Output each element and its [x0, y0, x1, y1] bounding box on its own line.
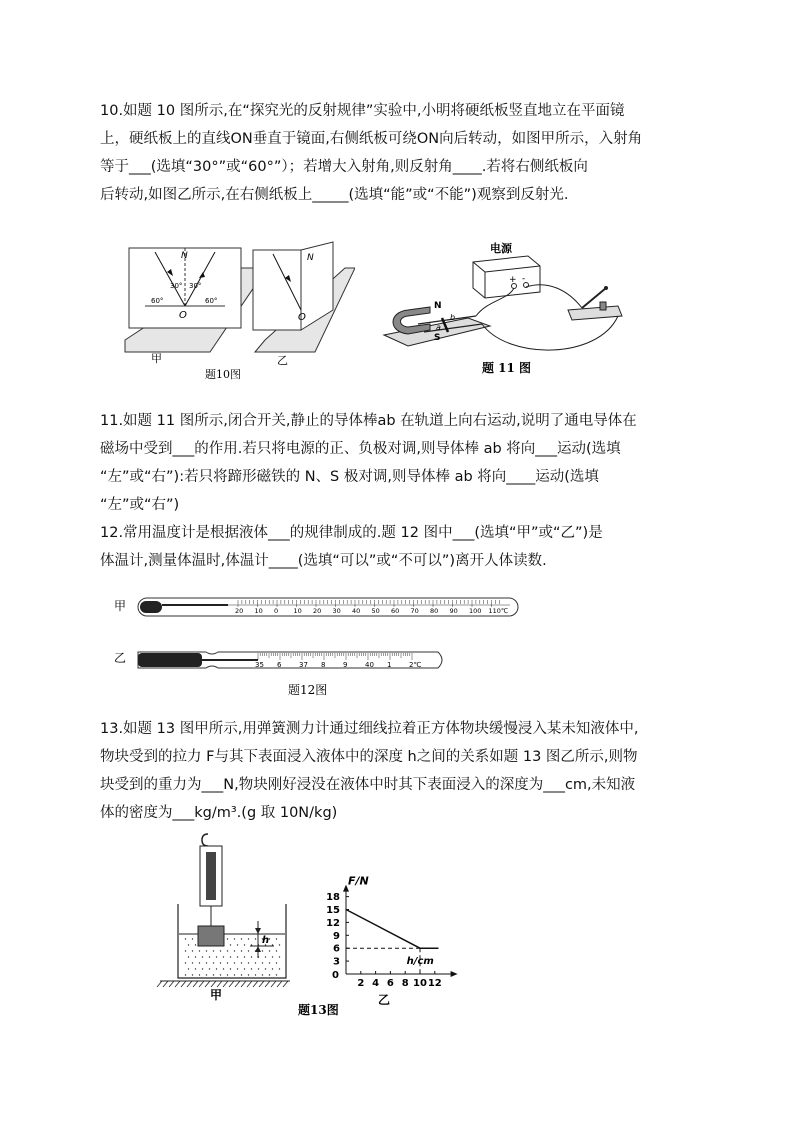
hatch-line — [253, 981, 258, 987]
liquid-dot — [237, 968, 238, 969]
cube-block — [198, 926, 224, 946]
liquid-dot — [188, 956, 189, 957]
liquid-dot — [262, 950, 263, 951]
liquid-dot — [272, 944, 273, 945]
scale-label: 40 — [352, 607, 361, 615]
y-tick-label: 6 — [333, 943, 340, 955]
liquid-dot — [265, 956, 266, 957]
q13-line: 物块受到的拉力 F与其下表面浸入液体中的深度 h之间的关系如题 13 图乙所示,则物 — [100, 749, 638, 765]
scale-label: 80 — [430, 607, 439, 615]
liquid-dot — [220, 962, 221, 963]
liquid-dot — [255, 962, 256, 963]
figure-12 — [108, 588, 528, 700]
liquid-dot — [223, 956, 224, 957]
q10-line: 10.如题 10 图所示,在“探究光的反射规律”实验中,小明将硬纸板竖直地立在平面镜 — [100, 103, 625, 119]
y-tick-label: 12 — [326, 917, 340, 929]
q11-line: “左”或“右”):若只将蹄形磁铁的 N、S 极对调,则导体棒 ab 将向____运动(选填 — [100, 469, 599, 485]
hatch-line — [247, 981, 252, 987]
liquid-dot — [262, 962, 263, 963]
figure-13 — [150, 826, 480, 1021]
liquid-dot — [262, 974, 263, 975]
x-tick-label: 8 — [401, 978, 409, 989]
q10-line: 等于___(选填“30°”或“60°”）；若增大入射角,则反射角____.若将右侧纸板向 — [100, 159, 588, 175]
figure-11 — [378, 240, 628, 380]
hatch-line — [277, 981, 282, 987]
liquid-dot — [276, 950, 277, 951]
hatch-line — [169, 981, 174, 987]
liquid-dot — [213, 950, 214, 951]
scale-label: 110℃ — [488, 607, 509, 615]
figure-caption: 题12图 — [288, 683, 328, 697]
liquid-dot — [202, 956, 203, 957]
angle-label: 30° — [170, 282, 183, 290]
q13-line: 体的密度为___kg/m³.(g 取 10N/kg) — [100, 805, 338, 821]
bulb-jia — [140, 601, 162, 613]
angle-label: 30° — [189, 282, 202, 290]
y-tick-label: 3 — [333, 956, 340, 968]
q10-line: 上，硬纸板上的直线ON垂直于镜面,右侧纸板可绕ON向后转动，如图甲所示，入射角 — [100, 131, 643, 147]
liquid-dot — [244, 956, 245, 957]
label-O: O — [298, 312, 306, 323]
origin-label: 0 — [332, 970, 339, 981]
scale-label: 30 — [332, 607, 341, 615]
hatch-line — [259, 981, 264, 987]
label-b: b — [450, 313, 456, 322]
label-O: O — [179, 310, 187, 321]
q11-line: 11.如题 11 图所示,闭合开关,静止的导体棒ab 在轨道上向右运动,说明了通电导体在 — [100, 413, 637, 429]
q12-line: 12.常用温度计是根据液体___的规律制成的.题 12 图中___(选填“甲”或“乙”)是 — [100, 525, 603, 541]
liquid-dot — [209, 968, 210, 969]
question-10 — [100, 97, 700, 209]
label-jia: 甲 — [210, 988, 223, 1002]
label-N: N — [181, 251, 188, 261]
scale-label: 0 — [274, 607, 279, 615]
scale-label: 10 — [254, 607, 263, 615]
scale-label: 90 — [449, 607, 458, 615]
q10-line: 后转动,如图乙所示,在右侧纸板上_____(选填“能”或“不能”)观察到反射光. — [100, 187, 569, 203]
question-13 — [100, 715, 700, 827]
q12-line: 体温计,测量体温时,体温计____(选填“可以”或“不可以”)离开人体读数. — [100, 553, 547, 569]
series-line-F — [346, 910, 439, 949]
scale-label: 6 — [277, 661, 282, 669]
liquid-dot — [279, 956, 280, 957]
liquid-dot — [192, 938, 193, 939]
liquid-dot — [279, 968, 280, 969]
liquid-dot — [216, 956, 217, 957]
label-yi: 乙 — [277, 354, 288, 367]
liquid-dot — [185, 974, 186, 975]
q11-line: 磁场中受到___的作用.若只将电源的正、负极对调,则导体棒 ab 将向___运动(选填 — [100, 441, 621, 457]
hatch-line — [223, 981, 228, 987]
liquid-dot — [234, 950, 235, 951]
label-h: h — [262, 935, 270, 946]
liquid-dot — [251, 944, 252, 945]
force-depth-chart — [326, 875, 458, 989]
liquid-dot — [251, 968, 252, 969]
scale-label: 70 — [410, 607, 419, 615]
angle-label: 60° — [205, 297, 218, 305]
y-tick-label: 9 — [333, 930, 340, 942]
label-yi: 乙 — [378, 993, 391, 1007]
question-11 — [100, 407, 700, 519]
ground-hatch — [157, 981, 288, 987]
liquid-dot — [234, 974, 235, 975]
liquid-dot — [199, 950, 200, 951]
y-axis-label: F/N — [348, 874, 369, 888]
hatch-line — [175, 981, 180, 987]
liquid-dot — [209, 956, 210, 957]
liquid-dot — [255, 974, 256, 975]
liquid-dot — [195, 956, 196, 957]
hatch-line — [163, 981, 168, 987]
scale-label: 37 — [299, 661, 308, 669]
liquid-dot — [199, 962, 200, 963]
hatch-line — [211, 981, 216, 987]
hatch-line — [193, 981, 198, 987]
hatch-line — [265, 981, 270, 987]
liquid-dot — [216, 968, 217, 969]
scale-label: 100 — [469, 607, 482, 615]
liquid-dot — [227, 962, 228, 963]
liquid-dot — [234, 938, 235, 939]
liquid-dot — [227, 938, 228, 939]
x-tick-label: 10 — [413, 978, 427, 989]
hatch-line — [217, 981, 222, 987]
liquid-dot — [234, 962, 235, 963]
hatch-line — [205, 981, 210, 987]
hook-icon — [202, 834, 208, 846]
y-tick-label: 15 — [326, 905, 340, 916]
label-S: S — [434, 333, 441, 343]
liquid-dot — [272, 956, 273, 957]
liquid-dot — [241, 962, 242, 963]
liquid-dot — [279, 944, 280, 945]
wire — [482, 316, 618, 350]
x-tick-label: 6 — [386, 978, 394, 989]
liquid-dot — [195, 944, 196, 945]
power-supply — [473, 256, 540, 298]
liquid-dot — [244, 968, 245, 969]
x-tick-label: 2 — [357, 978, 365, 989]
scale-label: 20 — [235, 607, 244, 615]
q13-line: 块受到的重力为___N,物块刚好浸没在液体中时其下表面浸入的深度为___cm,未知液 — [100, 777, 636, 793]
liquid-dot — [213, 962, 214, 963]
hatch-line — [157, 981, 162, 987]
hatch-line — [199, 981, 204, 987]
liquid-dot — [230, 944, 231, 945]
question-12 — [100, 519, 700, 575]
angle-label: 60° — [151, 297, 164, 305]
liquid-dot — [230, 968, 231, 969]
liquid-dot — [244, 944, 245, 945]
liquid-dot — [248, 962, 249, 963]
liquid-dot — [223, 968, 224, 969]
scale-label: 9 — [343, 661, 348, 669]
figure-10 — [115, 240, 355, 380]
liquid-dot — [195, 968, 196, 969]
liquid-dot — [269, 950, 270, 951]
hatch-line — [283, 981, 288, 987]
scale-label: 1 — [387, 661, 392, 669]
liquid-dot — [220, 974, 221, 975]
y-tick-label: 18 — [326, 892, 340, 904]
liquid-dot — [192, 950, 193, 951]
liquid-dot — [276, 962, 277, 963]
liquid-dot — [199, 974, 200, 975]
hatch-line — [235, 981, 240, 987]
liquid-dot — [188, 968, 189, 969]
horseshoe-magnet — [393, 307, 430, 334]
label-yi: 乙 — [114, 651, 127, 665]
x-axis-label: h/cm — [406, 956, 434, 967]
q11-line: “左”或“右”) — [100, 497, 180, 513]
x-tick-label: 4 — [372, 978, 380, 989]
liquid-dot — [269, 962, 270, 963]
liquid-dot — [269, 974, 270, 975]
liquid-dot — [192, 962, 193, 963]
liquid-dot — [227, 950, 228, 951]
liquid-dot — [241, 950, 242, 951]
scale-label: 2℃ — [409, 661, 422, 669]
switch-base — [568, 306, 622, 320]
spring-scale-body — [206, 852, 216, 900]
scale-label: 60 — [391, 607, 400, 615]
liquid-dot — [241, 938, 242, 939]
thermometer-jia — [138, 598, 518, 616]
x-axis-arrow-icon — [451, 971, 458, 977]
x-tick-label: 12 — [427, 978, 442, 989]
liquid-dot — [185, 938, 186, 939]
liquid-dot — [237, 944, 238, 945]
switch-knob-icon — [604, 286, 608, 290]
liquid-dot — [185, 962, 186, 963]
figure-caption: 题 11 图 — [482, 361, 532, 375]
liquid-dot — [276, 938, 277, 939]
hatch-line — [229, 981, 234, 987]
liquid-dot — [220, 950, 221, 951]
plus-sign: + — [509, 275, 517, 285]
label-jia: 甲 — [114, 599, 127, 613]
liquid-dot — [272, 968, 273, 969]
scale-label: 50 — [371, 607, 380, 615]
hatch-line — [187, 981, 192, 987]
power-label: 电源 — [490, 242, 512, 255]
liquid-dot — [206, 962, 207, 963]
liquid-dot — [255, 938, 256, 939]
scale-label: 20 — [313, 607, 322, 615]
minus-sign: - — [522, 274, 526, 284]
liquid-dot — [185, 950, 186, 951]
hatch-line — [241, 981, 246, 987]
liquid-dot — [258, 968, 259, 969]
liquid-dot — [237, 956, 238, 957]
liquid-dot — [213, 974, 214, 975]
label-N: N — [434, 301, 442, 311]
figure-caption: 题13图 — [298, 1003, 339, 1017]
liquid-dot — [248, 938, 249, 939]
label-a: a — [436, 323, 441, 332]
liquid-dot — [248, 950, 249, 951]
scale-label: 8 — [321, 661, 326, 669]
hatch-line — [181, 981, 186, 987]
liquid-dot — [206, 950, 207, 951]
liquid-dot — [230, 956, 231, 957]
liquid-dot — [206, 974, 207, 975]
liquid-dot — [276, 974, 277, 975]
scale-label: 35 — [255, 661, 264, 669]
label-N: N — [307, 253, 314, 263]
q13-line: 13.如题 13 图甲所示,用弹簧测力计通过细线拉着正方体物块缓慢浸入某未知液体中, — [100, 721, 639, 737]
liquid-dot — [241, 974, 242, 975]
scale-label: 10 — [293, 607, 302, 615]
bulb-yi — [138, 653, 202, 667]
liquid-dot — [202, 968, 203, 969]
liquid-dot — [251, 956, 252, 957]
liquid-dot — [227, 974, 228, 975]
liquid-dot — [248, 974, 249, 975]
liquid-dot — [265, 968, 266, 969]
figure-caption: 题10图 — [205, 368, 241, 380]
liquid-dot — [188, 944, 189, 945]
liquid-dot — [192, 974, 193, 975]
label-jia: 甲 — [151, 352, 162, 365]
scale-label: 40 — [365, 661, 374, 669]
hatch-line — [271, 981, 276, 987]
